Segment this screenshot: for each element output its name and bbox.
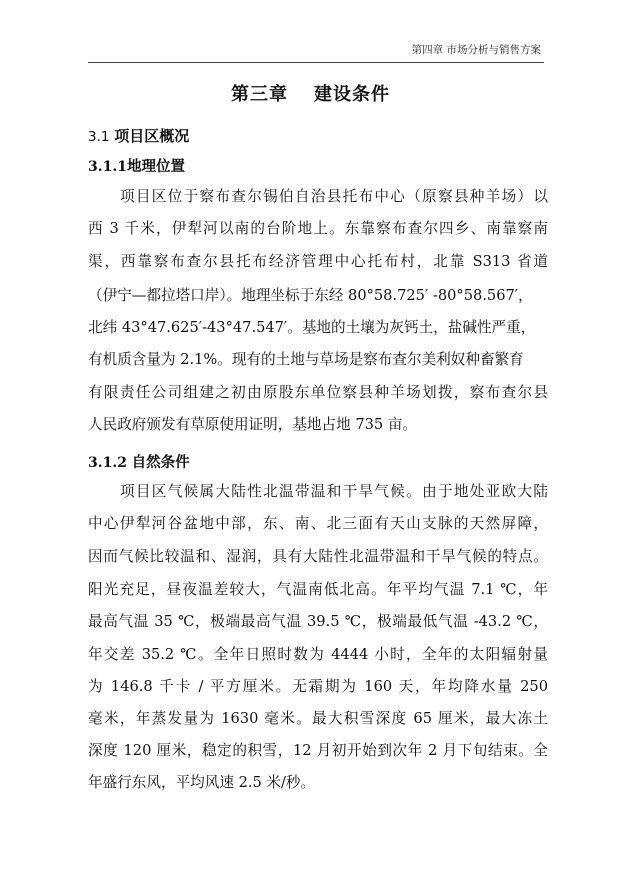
paragraph-line: 年盛行东风，平均风速 2.5 米/秒。: [88, 774, 316, 791]
paragraph-line: 为 146.8 千卡 / 平方厘米。无霜期为 160 天，年均降水量 250: [88, 678, 548, 695]
paragraph-line: 最高气温 35 ℃，极端最高气温 39.5 ℃，极端最低气温 -43.2 ℃，: [88, 613, 548, 630]
subsection-heading-3-1-1: [88, 155, 185, 176]
paragraph-line: 深度 120 厘米，稳定的积雪，12 月初开始到次年 2 月下旬结束。全: [88, 742, 548, 759]
subsection-title: 地理位置: [126, 159, 185, 175]
subsection-heading-3-1-2: [88, 451, 190, 472]
running-header: 第四章 市场分析与销售方案: [411, 44, 541, 56]
paragraph-line: 项目区位于察布查尔锡伯自治县托布中心（原察县种羊场）以: [120, 188, 548, 205]
subsection-title: 自然条件: [131, 455, 190, 471]
paragraph-line: 有机质含量为 2.1%。现有的土地与草场是察布查尔美利奴种畜繁育: [88, 351, 524, 368]
paragraph-line: 项目区气候属大陆性北温带温和干旱气候。由于地处亚欧大陆: [120, 483, 548, 500]
paragraph-line: 有限责任公司组建之初由原股东单位察县种羊场划拨，察布查尔县: [88, 384, 548, 401]
section-heading-3-1: [88, 125, 189, 146]
paragraph-line: 年交差 35.2 ℃。全年日照时数为 4444 小时，全年的太阳辐射量: [88, 646, 548, 663]
paragraph-line: （伊宁—都拉塔口岸）。地理坐标于东经 80°58.725′ -80°58.567′，: [88, 287, 533, 304]
section-title: 项目区概况: [114, 127, 190, 145]
chapter-name: 建设条件: [314, 84, 390, 105]
chapter-title: [0, 80, 621, 106]
paragraph-line: 北纬 43°47.625′-43°47.547′。基地的土壤为灰钙土，盐碱性严重，: [88, 319, 536, 336]
paragraph-line: 因而气候比较温和、湿润，具有大陆性北温带温和干旱气候的特点。: [88, 548, 548, 565]
paragraph-line: 阳光充足，昼夜温差较大，气温南低北高。年平均气温 7.1 ℃，年: [88, 581, 548, 598]
paragraph-line: 毫米，年蒸发量为 1630 毫米。最大积雪深度 65 厘米，最大冻土: [88, 710, 548, 727]
header-divider: [88, 62, 544, 63]
paragraph-line: 人民政府颁发有草原使用证明，基地占地 735 亩。: [88, 416, 418, 433]
paragraph-line: 渠，西靠察布查尔县托布经济管理中心托布村，北靠 S313 省道: [88, 253, 548, 270]
paragraph-line: 中心伊犁河谷盆地中部，东、南、北三面有天山支脉的天然屏障，: [88, 515, 548, 532]
chapter-number: 第三章: [231, 84, 288, 105]
paragraph-line: 西 3 千米，伊犁河以南的台阶地上。东靠察布查尔四乡、南靠察南: [88, 220, 548, 237]
section-number: 3.1: [88, 129, 110, 145]
subsection-number: 3.1.2: [88, 455, 127, 471]
subsection-number: 3.1.1: [88, 159, 127, 175]
